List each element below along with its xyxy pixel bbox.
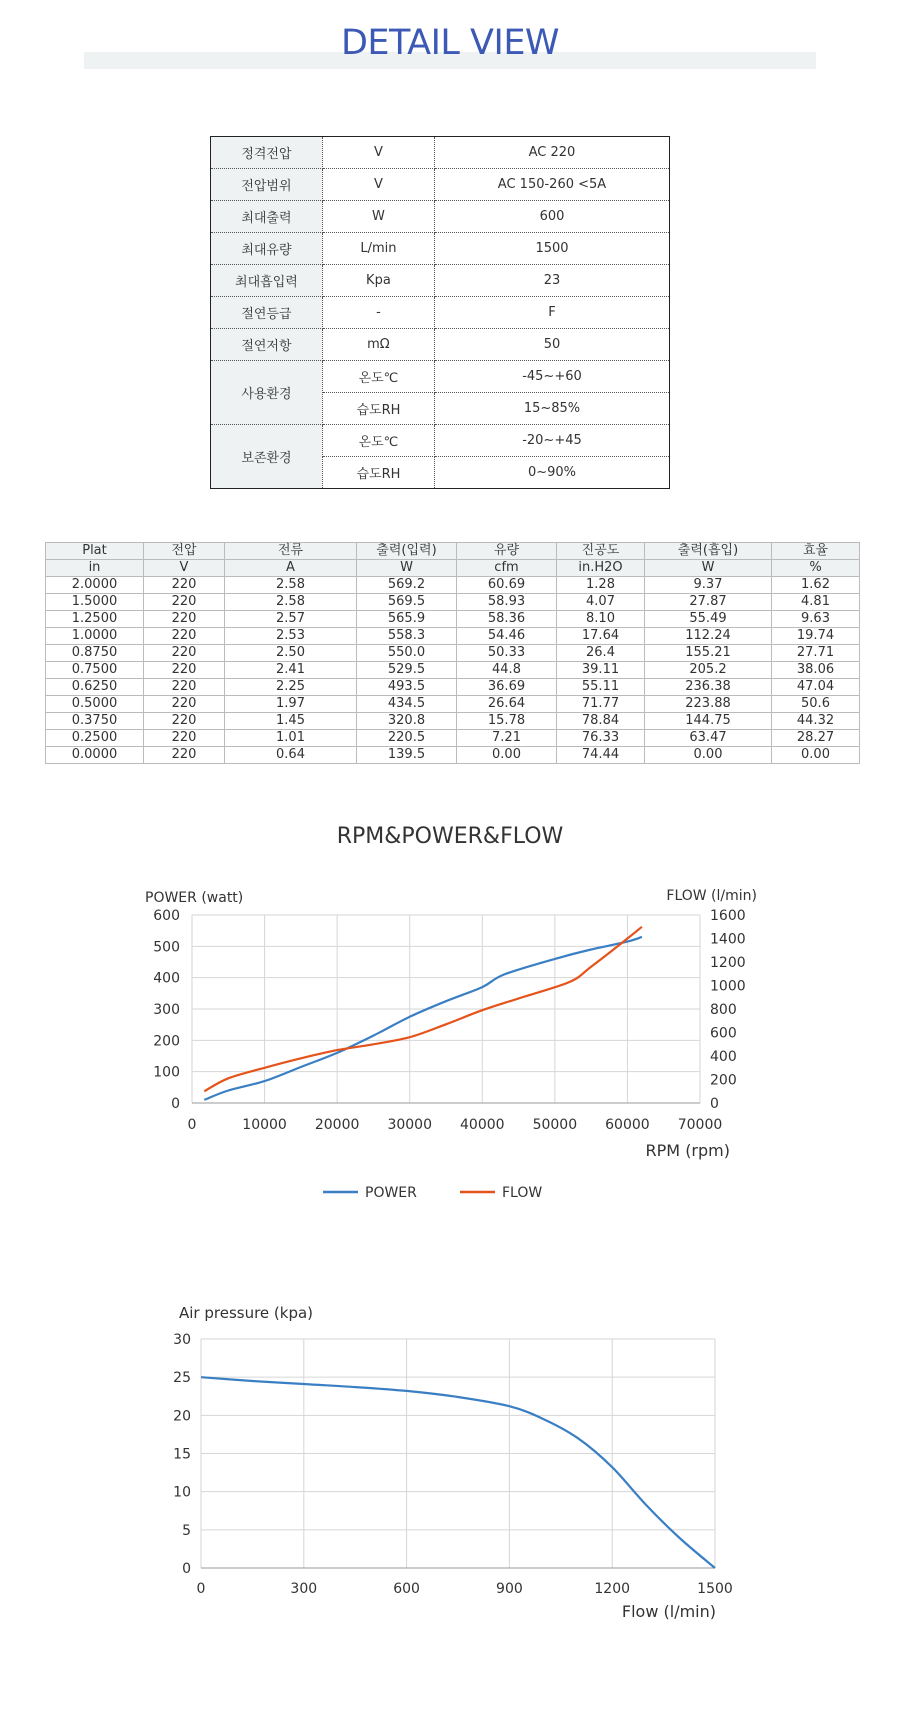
- table-cell: 220: [144, 747, 225, 764]
- x-tick-label: 70000: [677, 1117, 723, 1133]
- y2-tick-label: 400: [710, 1049, 737, 1065]
- table-cell: A: [225, 560, 357, 577]
- table-cell: 155.21: [645, 645, 772, 662]
- table-cell: 529.5: [357, 662, 457, 679]
- spec-row: [211, 233, 670, 265]
- table-cell: 74.44: [557, 747, 645, 764]
- table-cell: 0.00: [645, 747, 772, 764]
- spec-name-cell: 전압범위: [211, 169, 323, 201]
- table-cell: 1.2500: [46, 611, 144, 628]
- spec-unit-cell: -: [322, 297, 434, 329]
- table-cell: 76.33: [557, 730, 645, 747]
- table-cell: 7.21: [457, 730, 557, 747]
- table-cell: 효율: [772, 543, 860, 560]
- table-cell: 44.32: [772, 713, 860, 730]
- x-tick-label: 1200: [594, 1581, 631, 1597]
- spec-table: [210, 136, 670, 489]
- table-cell: cfm: [457, 560, 557, 577]
- y-tick-label: 20: [173, 1408, 191, 1425]
- table-cell: 2.58: [225, 577, 357, 594]
- x-axis-label: RPM (rpm): [645, 1141, 730, 1160]
- spec-unit-cell: Kpa: [322, 265, 434, 297]
- x-tick-label: 600: [393, 1581, 420, 1597]
- spec-value-cell: -20~+45: [434, 425, 669, 457]
- spec-unit-cell: 온도℃: [322, 361, 434, 393]
- spec-row: [211, 297, 670, 329]
- table-cell: 434.5: [357, 696, 457, 713]
- table-cell: 0.6250: [46, 679, 144, 696]
- table-cell: 1.97: [225, 696, 357, 713]
- table-cell: 4.07: [557, 594, 645, 611]
- table-cell: 550.0: [357, 645, 457, 662]
- air-pressure-flow-chart: [0, 1290, 900, 1640]
- table-cell: 0.5000: [46, 696, 144, 713]
- x-tick-label: 10000: [242, 1117, 287, 1133]
- table-row: [46, 679, 860, 696]
- chart-title: RPM&POWER&FLOW: [336, 824, 564, 849]
- y2-tick-label: 1600: [710, 908, 746, 924]
- y2-tick-label: 1400: [710, 931, 746, 948]
- y2-tick-label: 1000: [710, 978, 746, 995]
- table-cell: V: [144, 560, 225, 577]
- table-cell: 54.46: [457, 628, 557, 645]
- table-cell: Plat: [46, 543, 144, 560]
- table-cell: 0.00: [772, 747, 860, 764]
- table-cell: 0.64: [225, 747, 357, 764]
- spec-row: [211, 137, 670, 169]
- table-cell: 220: [144, 713, 225, 730]
- table-row: [46, 696, 860, 713]
- table-cell: 38.06: [772, 662, 860, 679]
- table-cell: 220: [144, 679, 225, 696]
- table-cell: 71.77: [557, 696, 645, 713]
- table-cell: 220: [144, 730, 225, 747]
- table-cell: 28.27: [772, 730, 860, 747]
- table-cell: 출력(흡입): [645, 543, 772, 560]
- table-row: [46, 747, 860, 764]
- legend-label: FLOW: [502, 1185, 543, 1201]
- y-tick-label: 0: [182, 1561, 191, 1577]
- spec-row: [211, 329, 670, 361]
- table-cell: 39.11: [557, 662, 645, 679]
- spec-name-cell: 절연등급: [211, 297, 323, 329]
- y-tick-label: 100: [153, 1064, 180, 1081]
- table-cell: 전압: [144, 543, 225, 560]
- table-cell: 220: [144, 594, 225, 611]
- table-cell: 55.49: [645, 611, 772, 628]
- spec-unit-cell: V: [322, 137, 434, 169]
- table-cell: 2.50: [225, 645, 357, 662]
- table-cell: 112.24: [645, 628, 772, 645]
- table-row: [46, 713, 860, 730]
- table-cell: 50.6: [772, 696, 860, 713]
- y-tick-label: 15: [173, 1446, 191, 1463]
- spec-unit-cell: L/min: [322, 233, 434, 265]
- table-cell: 8.10: [557, 611, 645, 628]
- y2-axis-label: FLOW (l/min): [666, 888, 757, 904]
- spec-value-cell: 0~90%: [434, 457, 669, 489]
- rpm-power-flow-chart: [0, 815, 900, 1215]
- table-cell: 139.5: [357, 747, 457, 764]
- performance-table: [45, 542, 860, 764]
- table-cell: 55.11: [557, 679, 645, 696]
- table-cell: 220: [144, 696, 225, 713]
- table-cell: 236.38: [645, 679, 772, 696]
- table-cell: 0.8750: [46, 645, 144, 662]
- spec-name-cell: 절연저항: [211, 329, 323, 361]
- x-tick-label: 30000: [387, 1117, 432, 1133]
- table-units-row: [46, 560, 860, 577]
- table-cell: 58.36: [457, 611, 557, 628]
- table-cell: 2.25: [225, 679, 357, 696]
- table-cell: 0.3750: [46, 713, 144, 730]
- x-tick-label: 1500: [697, 1581, 733, 1597]
- y-tick-label: 0: [171, 1096, 180, 1112]
- table-cell: 27.71: [772, 645, 860, 662]
- table-cell: 223.88: [645, 696, 772, 713]
- table-cell: 0.0000: [46, 747, 144, 764]
- series-line-power: [204, 937, 642, 1100]
- table-cell: 1.62: [772, 577, 860, 594]
- x-tick-label: 50000: [532, 1117, 578, 1133]
- table-cell: 47.04: [772, 679, 860, 696]
- y-tick-label: 200: [153, 1033, 180, 1050]
- y2-tick-label: 800: [710, 1002, 737, 1018]
- table-cell: 2.58: [225, 594, 357, 611]
- spec-row: [211, 425, 670, 457]
- y-tick-label: 25: [173, 1370, 191, 1387]
- table-cell: 0.7500: [46, 662, 144, 679]
- spec-row: [211, 361, 670, 393]
- table-cell: 9.37: [645, 577, 772, 594]
- table-cell: in.H2O: [557, 560, 645, 577]
- spec-name-cell: 최대흡입력: [211, 265, 323, 297]
- table-row: [46, 628, 860, 645]
- spec-group-name-cell: 보존환경: [211, 425, 323, 489]
- x-tick-label: 40000: [460, 1117, 505, 1133]
- table-cell: 26.4: [557, 645, 645, 662]
- table-cell: 2.0000: [46, 577, 144, 594]
- spec-name-cell: 정격전압: [211, 137, 323, 169]
- spec-value-cell: F: [434, 297, 669, 329]
- spec-unit-cell: W: [322, 201, 434, 233]
- table-cell: 220: [144, 662, 225, 679]
- table-cell: 진공도: [557, 543, 645, 560]
- table-cell: 565.9: [357, 611, 457, 628]
- table-cell: 144.75: [645, 713, 772, 730]
- table-cell: 220: [144, 611, 225, 628]
- table-cell: 558.3: [357, 628, 457, 645]
- table-cell: 출력(입력): [357, 543, 457, 560]
- table-cell: 1.0000: [46, 628, 144, 645]
- spec-value-cell: 50: [434, 329, 669, 361]
- y-axis-label: POWER (watt): [145, 890, 244, 906]
- table-cell: 유량: [457, 543, 557, 560]
- table-cell: 320.8: [357, 713, 457, 730]
- y-tick-label: 10: [173, 1484, 191, 1501]
- spec-unit-cell: V: [322, 169, 434, 201]
- page-title: DETAIL VIEW: [340, 23, 560, 63]
- table-cell: 19.74: [772, 628, 860, 645]
- table-cell: 4.81: [772, 594, 860, 611]
- table-cell: 26.64: [457, 696, 557, 713]
- table-cell: 58.93: [457, 594, 557, 611]
- table-cell: in: [46, 560, 144, 577]
- x-axis-label: Flow (l/min): [621, 1602, 716, 1621]
- spec-group-name-cell: 사용환경: [211, 361, 323, 425]
- table-cell: 78.84: [557, 713, 645, 730]
- table-row: [46, 611, 860, 628]
- table-cell: 493.5: [357, 679, 457, 696]
- y-tick-label: 500: [153, 939, 180, 956]
- y-tick-label: 300: [153, 1002, 180, 1018]
- table-header-row: [46, 543, 860, 560]
- table-row: [46, 594, 860, 611]
- x-tick-label: 60000: [605, 1117, 650, 1133]
- table-cell: 15.78: [457, 713, 557, 730]
- spec-unit-cell: 습도RH: [322, 457, 434, 489]
- table-cell: 1.45: [225, 713, 357, 730]
- table-row: [46, 577, 860, 594]
- x-tick-label: 0: [187, 1117, 197, 1133]
- table-cell: 220: [144, 577, 225, 594]
- table-row: [46, 662, 860, 679]
- table-cell: 569.5: [357, 594, 457, 611]
- spec-value-cell: AC 220: [434, 137, 669, 169]
- table-cell: 1.01: [225, 730, 357, 747]
- spec-value-cell: 23: [434, 265, 669, 297]
- table-cell: 1.28: [557, 577, 645, 594]
- y2-tick-label: 0: [710, 1096, 719, 1112]
- y-tick-label: 400: [153, 970, 180, 987]
- table-cell: 220: [144, 645, 225, 662]
- x-tick-label: 20000: [314, 1117, 360, 1133]
- table-cell: %: [772, 560, 860, 577]
- table-cell: 50.33: [457, 645, 557, 662]
- spec-value-cell: AC 150-260 <5A: [434, 169, 669, 201]
- y-tick-label: 600: [153, 908, 180, 924]
- table-cell: 전류: [225, 543, 357, 560]
- table-cell: W: [357, 560, 457, 577]
- y-tick-label: 30: [173, 1332, 191, 1348]
- table-row: [46, 730, 860, 747]
- x-tick-label: 300: [290, 1581, 318, 1597]
- table-cell: 2.57: [225, 611, 357, 628]
- spec-unit-cell: 온도℃: [322, 425, 434, 457]
- spec-value-cell: 1500: [434, 233, 669, 265]
- y2-tick-label: 600: [710, 1025, 737, 1042]
- spec-value-cell: -45~+60: [434, 361, 669, 393]
- table-cell: 63.47: [645, 730, 772, 747]
- table-cell: 2.41: [225, 662, 357, 679]
- table-cell: 36.69: [457, 679, 557, 696]
- table-cell: 0.2500: [46, 730, 144, 747]
- spec-row: [211, 265, 670, 297]
- series-line-air-pressure: [201, 1377, 715, 1568]
- table-cell: 1.5000: [46, 594, 144, 611]
- y-axis-label: Air pressure (kpa): [179, 1304, 314, 1322]
- x-tick-label: 0: [196, 1581, 206, 1597]
- table-cell: 17.64: [557, 628, 645, 645]
- table-cell: 2.53: [225, 628, 357, 645]
- table-cell: 44.8: [457, 662, 557, 679]
- spec-row: [211, 169, 670, 201]
- y2-tick-label: 1200: [710, 955, 746, 971]
- spec-name-cell: 최대유량: [211, 233, 323, 265]
- spec-value-cell: 15~85%: [434, 393, 669, 425]
- spec-value-cell: 600: [434, 201, 669, 233]
- table-cell: 60.69: [457, 577, 557, 594]
- spec-row: [211, 201, 670, 233]
- y2-tick-label: 200: [710, 1072, 737, 1089]
- table-cell: 569.2: [357, 577, 457, 594]
- table-cell: 0.00: [457, 747, 557, 764]
- spec-name-cell: 최대출력: [211, 201, 323, 233]
- y-tick-label: 5: [182, 1522, 191, 1539]
- legend-label: POWER: [365, 1185, 417, 1201]
- table-cell: W: [645, 560, 772, 577]
- table-cell: 205.2: [645, 662, 772, 679]
- table-cell: 220.5: [357, 730, 457, 747]
- table-cell: 27.87: [645, 594, 772, 611]
- table-cell: 9.63: [772, 611, 860, 628]
- table-cell: 220: [144, 628, 225, 645]
- spec-unit-cell: mΩ: [322, 329, 434, 361]
- x-tick-label: 900: [496, 1581, 523, 1597]
- spec-unit-cell: 습도RH: [322, 393, 434, 425]
- table-row: [46, 645, 860, 662]
